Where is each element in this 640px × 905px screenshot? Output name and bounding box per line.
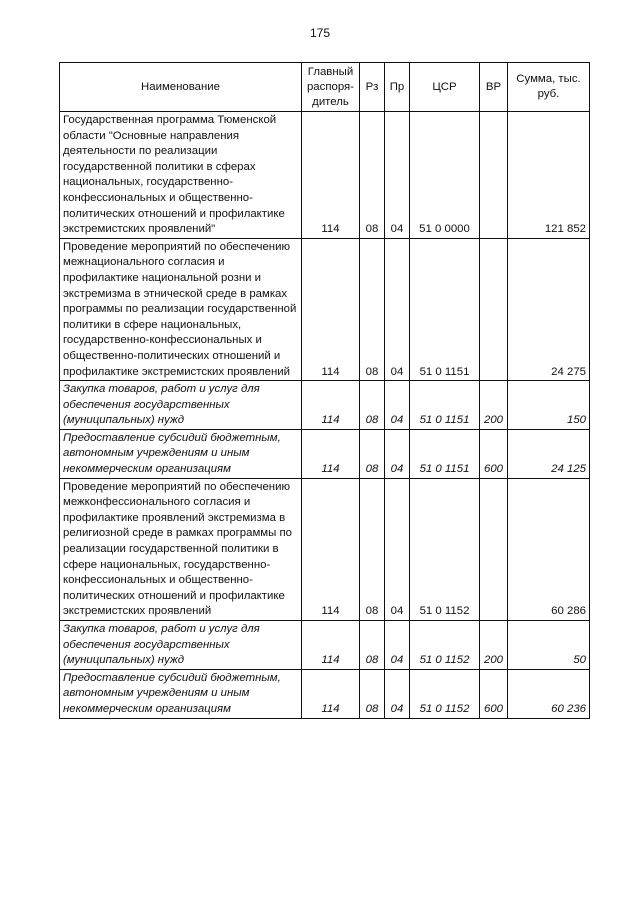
row-csr: 51 0 1151 bbox=[410, 429, 480, 478]
table-row bbox=[60, 669, 590, 718]
row-grbs: 114 bbox=[302, 381, 360, 430]
table-row bbox=[60, 478, 590, 620]
row-grbs: 114 bbox=[302, 112, 360, 239]
row-grbs: 114 bbox=[302, 238, 360, 380]
table-row bbox=[60, 238, 590, 380]
row-csr: 51 0 1152 bbox=[410, 669, 480, 718]
row-vr: 200 bbox=[480, 621, 508, 670]
table-row bbox=[60, 381, 590, 430]
header-grbs: Главный распоря-дитель bbox=[302, 63, 360, 112]
row-rz: 08 bbox=[360, 669, 385, 718]
row-sum: 50 bbox=[508, 621, 590, 670]
row-rz: 08 bbox=[360, 112, 385, 239]
row-rz: 08 bbox=[360, 238, 385, 380]
row-vr bbox=[480, 478, 508, 620]
budget-table bbox=[59, 62, 590, 719]
header-pr: Пр bbox=[385, 63, 410, 112]
row-sum: 150 bbox=[508, 381, 590, 430]
table-row bbox=[60, 621, 590, 670]
row-sum: 60 286 bbox=[508, 478, 590, 620]
row-pr: 04 bbox=[385, 112, 410, 239]
page-number: 175 bbox=[309, 26, 331, 40]
row-name: Закупка товаров, работ и услуг для обеспечения государственных (муниципальных) нужд bbox=[60, 381, 302, 430]
header-sum: Сумма, тыс. руб. bbox=[508, 63, 590, 112]
row-name: Проведение мероприятий по обеспечению межнационального согласия и профилактике национальной розни и экстремизма в этнической среде в рамках программы по реализации государственной политики в сфере национальных, государственно-конфессиональных и общественно-политических отношений и профилактике экстремистских проявлений bbox=[60, 238, 302, 380]
row-vr: 200 bbox=[480, 381, 508, 430]
row-vr bbox=[480, 112, 508, 239]
header-row bbox=[60, 63, 590, 112]
row-vr: 600 bbox=[480, 669, 508, 718]
row-pr: 04 bbox=[385, 381, 410, 430]
row-sum: 24 125 bbox=[508, 429, 590, 478]
row-rz: 08 bbox=[360, 381, 385, 430]
row-csr: 51 0 0000 bbox=[410, 112, 480, 239]
row-grbs: 114 bbox=[302, 429, 360, 478]
row-name: Закупка товаров, работ и услуг для обеспечения государственных (муниципальных) нужд bbox=[60, 621, 302, 670]
row-grbs: 114 bbox=[302, 669, 360, 718]
row-pr: 04 bbox=[385, 238, 410, 380]
row-rz: 08 bbox=[360, 621, 385, 670]
table-row bbox=[60, 429, 590, 478]
header-vr: ВР bbox=[480, 63, 508, 112]
row-grbs: 114 bbox=[302, 621, 360, 670]
header-csr: ЦСР bbox=[410, 63, 480, 112]
row-csr: 51 0 1151 bbox=[410, 238, 480, 380]
row-vr bbox=[480, 238, 508, 380]
row-sum: 121 852 bbox=[508, 112, 590, 239]
row-sum: 60 236 bbox=[508, 669, 590, 718]
row-pr: 04 bbox=[385, 621, 410, 670]
table-row bbox=[60, 112, 590, 239]
row-csr: 51 0 1152 bbox=[410, 621, 480, 670]
row-name: Предоставление субсидий бюджетным, автономным учреждениям и иным некоммерческим организациям bbox=[60, 669, 302, 718]
row-sum: 24 275 bbox=[508, 238, 590, 380]
row-csr: 51 0 1151 bbox=[410, 381, 480, 430]
header-name: Наименование bbox=[60, 63, 302, 112]
row-pr: 04 bbox=[385, 669, 410, 718]
header-rz: Рз bbox=[360, 63, 385, 112]
row-csr: 51 0 1152 bbox=[410, 478, 480, 620]
row-name: Проведение мероприятий по обеспечению межконфессионального согласия и профилактике проявлений экстремизма в религиозной среде в рамках программы по реализации государственной политики в сфере национальных, государственно-конфессиональных и общественно-политических отношений и профилактике экстремистских проявлений bbox=[60, 478, 302, 620]
row-name: Государственная программа Тюменской области "Основные направления деятельности по реализации государственной политики в сферах национальных, государственно-конфессиональных и общественно-политических отношений и профилактике экстремистских проявлений" bbox=[60, 112, 302, 239]
row-pr: 04 bbox=[385, 429, 410, 478]
row-vr: 600 bbox=[480, 429, 508, 478]
row-rz: 08 bbox=[360, 429, 385, 478]
row-pr: 04 bbox=[385, 478, 410, 620]
row-grbs: 114 bbox=[302, 478, 360, 620]
row-name: Предоставление субсидий бюджетным, автономным учреждениям и иным некоммерческим организациям bbox=[60, 429, 302, 478]
row-rz: 08 bbox=[360, 478, 385, 620]
